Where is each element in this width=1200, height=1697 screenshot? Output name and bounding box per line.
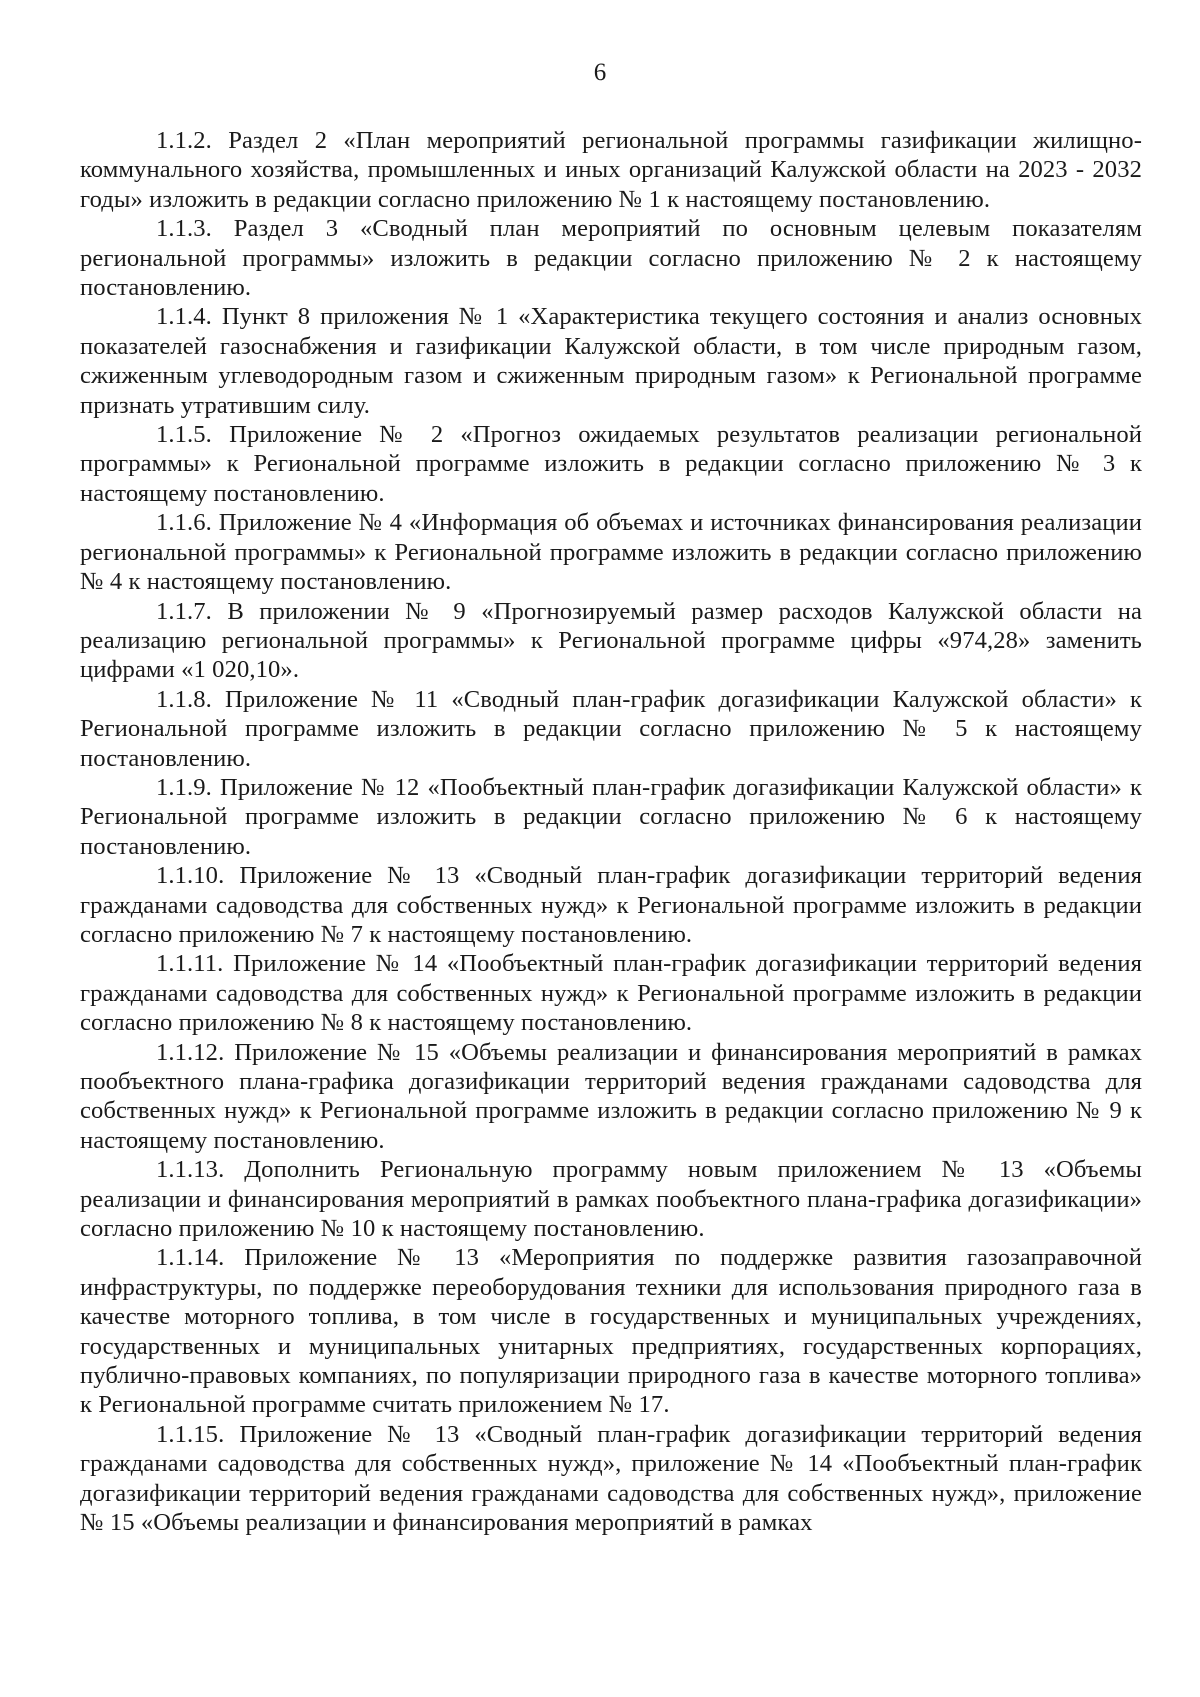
document-body (80, 126, 1142, 1538)
paragraph-1-1-11: 1.1.11. Приложение № 14 «Пообъектный план-график догазификации территорий ведения гражданами садоводства для собственных нужд» к Региональной программе изложить в редакции согласно приложению № 8 к настоящему постановлению. (80, 950, 1142, 1037)
paragraph-1-1-3: 1.1.3. Раздел 3 «Сводный план мероприятий по основным целевым показателям региональной программы» изложить в редакции согласно приложению № 2 к настоящему постановлению. (80, 215, 1142, 302)
paragraph-1-1-13: 1.1.13. Дополнить Региональную программу новым приложением № 13 «Объемы реализации и финансирования мероприятий в рамках пообъектного плана-графика догазификации» согласно приложению № 10 к настоящему постановлению. (80, 1156, 1142, 1243)
paragraph-1-1-4: 1.1.4. Пункт 8 приложения № 1 «Характеристика текущего состояния и анализ основных показателей газоснабжения и газификации Калужской области, в том числе природным газом, сжиженным углеводородным газом и сжиженным природным газом» к Региональной программе признать утратившим силу. (80, 303, 1142, 419)
paragraph-1-1-5: 1.1.5. Приложение № 2 «Прогноз ожидаемых результатов реализации региональной программы» к Региональной программе изложить в редакции согласно приложению № 3 к настоящему постановлению. (80, 421, 1142, 507)
paragraph-1-1-10: 1.1.10. Приложение № 13 «Сводный план-график догазификации территорий ведения гражданами садоводства для собственных нужд» к Региональной программе изложить в редакции согласно приложению № 7 к настоящему постановлению. (80, 862, 1142, 948)
paragraph-1-1-2: 1.1.2. Раздел 2 «План мероприятий региональной программы газификации жилищно-коммунального хозяйства, промышленных и иных организаций Калужской области на 2023 - 2032 годы» изложить в редакции согласно приложению № 1 к настоящему постановлению. (80, 127, 1142, 213)
paragraph-1-1-9: 1.1.9. Приложение № 12 «Пообъектный план-график догазификации Калужской области» к Региональной программе изложить в редакции согласно приложению № 6 к настоящему постановлению. (80, 773, 1142, 860)
page-number: 6 (593, 59, 607, 86)
paragraph-1-1-7: 1.1.7. В приложении № 9 «Прогнозируемый размер расходов Калужской области на реализацию региональной программы» к Региональной программе цифры «974,28» заменить цифрами «1 020,10». (80, 597, 1142, 684)
paragraph-1-1-6: 1.1.6. Приложение № 4 «Информация об объемах и источниках финансирования реализации региональной программы» к Региональной программе изложить в редакции согласно приложению № 4 к настоящему постановлению. (80, 509, 1142, 596)
paragraph-1-1-15: 1.1.15. Приложение № 13 «Сводный план-график догазификации территорий ведения гражданами садоводства для собственных нужд», приложение № 14 «Пообъектный план-график догазификации территорий ведения гражданами садоводства для собственных нужд», приложение № 15 «Объемы реализации и финансирования мероприятий в рамках (80, 1420, 1142, 1537)
paragraph-1-1-14: 1.1.14. Приложение № 13 «Мероприятия по поддержке развития газозаправочной инфраструктуры, по поддержке переоборудования техники для использования природного газа в качестве моторного топлива, в том числе в государственных и муниципальных учреждениях, государственных и муниципальных унитарных предприятиях, государственных корпорациях, публично-правовых компаниях, по популяризации природного газа в качестве моторного топлива» к Региональной программе считать приложением № 17. (80, 1244, 1142, 1419)
paragraph-1-1-12: 1.1.12. Приложение № 15 «Объемы реализации и финансирования мероприятий в рамках пообъектного плана-графика догазификации территорий ведения гражданами садоводства для собственных нужд» к Региональной программе изложить в редакции согласно приложению № 9 к настоящему постановлению. (80, 1038, 1142, 1154)
paragraph-1-1-8: 1.1.8. Приложение № 11 «Сводный план-график догазификации Калужской области» к Региональной программе изложить в редакции согласно приложению № 5 к настоящему постановлению. (80, 685, 1142, 772)
